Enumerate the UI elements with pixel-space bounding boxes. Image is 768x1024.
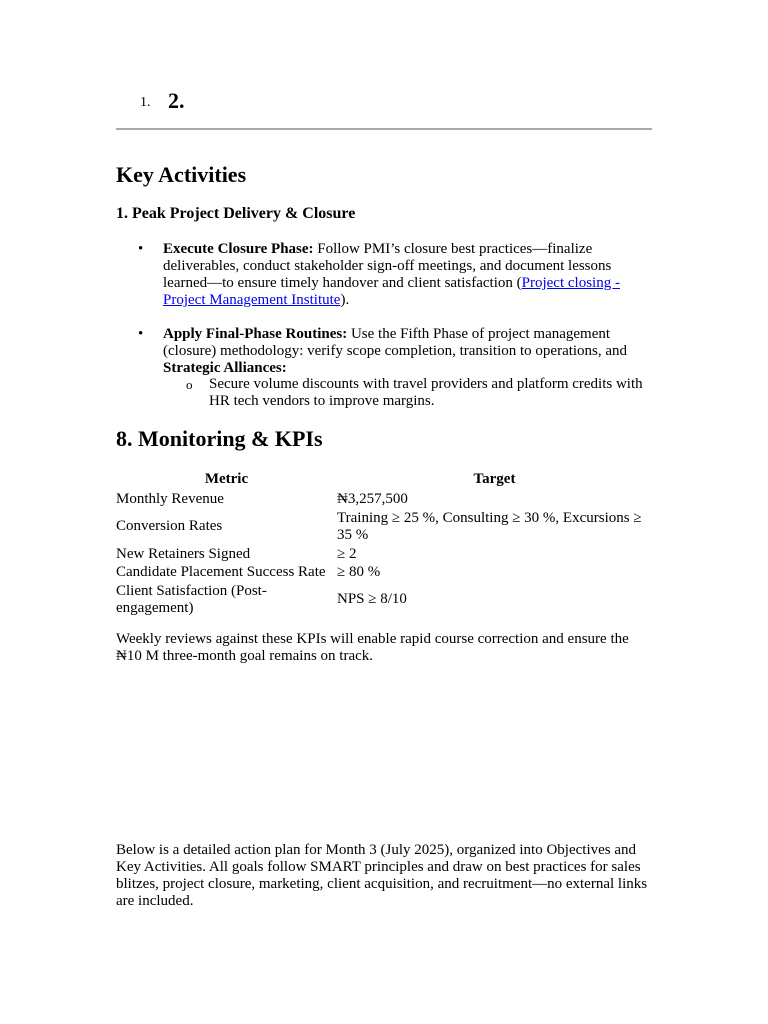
target-cell: ≥ 2 [337, 545, 357, 562]
target-cell: Training ≥ 25 %, Consulting ≥ 30 %, Excursions ≥ 35 % [337, 509, 642, 543]
bullet-icon: • [138, 326, 144, 342]
bullet-label: Apply Final-Phase Routines: [163, 326, 348, 342]
monitoring-heading: 8. Monitoring & KPIs [116, 426, 323, 451]
metric-cell: Client Satisfaction (Post-engagement) [116, 582, 267, 616]
list-item-execute-closure [116, 241, 652, 309]
bullet-text: Use the Fifth Phase of project management (closure) methodology: verify scope completion, transition to operations, and [163, 326, 628, 359]
target-cell: ₦3,257,500 [337, 490, 408, 507]
strategic-alliances-label: Strategic Alliances: [163, 360, 287, 376]
peak-project-subheading: 1. Peak Project Delivery & Closure [116, 205, 356, 222]
horizontal-rule [116, 128, 652, 130]
column-header-target: Target [473, 470, 516, 487]
metric-cell: Monthly Revenue [116, 490, 224, 507]
table-row [116, 490, 652, 508]
action-plan-intro-paragraph: Below is a detailed action plan for Month 3 (July 2025), organized into Objectives and Key Activities. All goals follow SMART principles and draw on best practices for sales blitzes, project closure, marketing, client acquisition, and recruitment—no external links are included. [116, 842, 648, 909]
table-row [116, 563, 652, 581]
table-row [116, 508, 652, 545]
target-cell: ≥ 80 % [337, 563, 381, 580]
list-number-2: 2. [168, 88, 185, 113]
list-number-1: 1. [140, 95, 151, 110]
table-header-row [116, 468, 652, 490]
kpi-review-paragraph: Weekly reviews against these KPIs will enable rapid course correction and ensure the ₦10 M three-month goal remains on track. [116, 631, 629, 664]
circle-bullet-icon: o [186, 377, 193, 392]
bullet-label: Execute Closure Phase: [163, 241, 314, 257]
sub-bullet-text: Secure volume discounts with travel providers and platform credits with HR tech vendors to improve margins. [209, 376, 643, 409]
metric-cell: Conversion Rates [116, 518, 223, 534]
metric-cell: Candidate Placement Success Rate [116, 563, 326, 580]
bullet-text: Follow PMI’s closure best practices—finalize deliverables, conduct stakeholder sign-off meetings, and document lessons learned—to ensure timely handover and client satisfaction ( [163, 241, 612, 291]
bullet-icon: • [138, 241, 144, 257]
sub-list-item [116, 376, 652, 410]
key-activities-heading: Key Activities [116, 162, 247, 187]
table-row [116, 581, 652, 618]
column-header-metric: Metric [204, 470, 249, 487]
target-cell: NPS ≥ 8/10 [337, 591, 407, 607]
metric-cell: New Retainers Signed [116, 545, 251, 562]
pmi-closing-link[interactable]: Project closing - Project Management Institute [163, 275, 620, 308]
kpi-table [116, 468, 652, 618]
bullet-text-end: ). [340, 292, 350, 308]
list-item-final-phase [116, 326, 652, 377]
table-row [116, 545, 652, 563]
